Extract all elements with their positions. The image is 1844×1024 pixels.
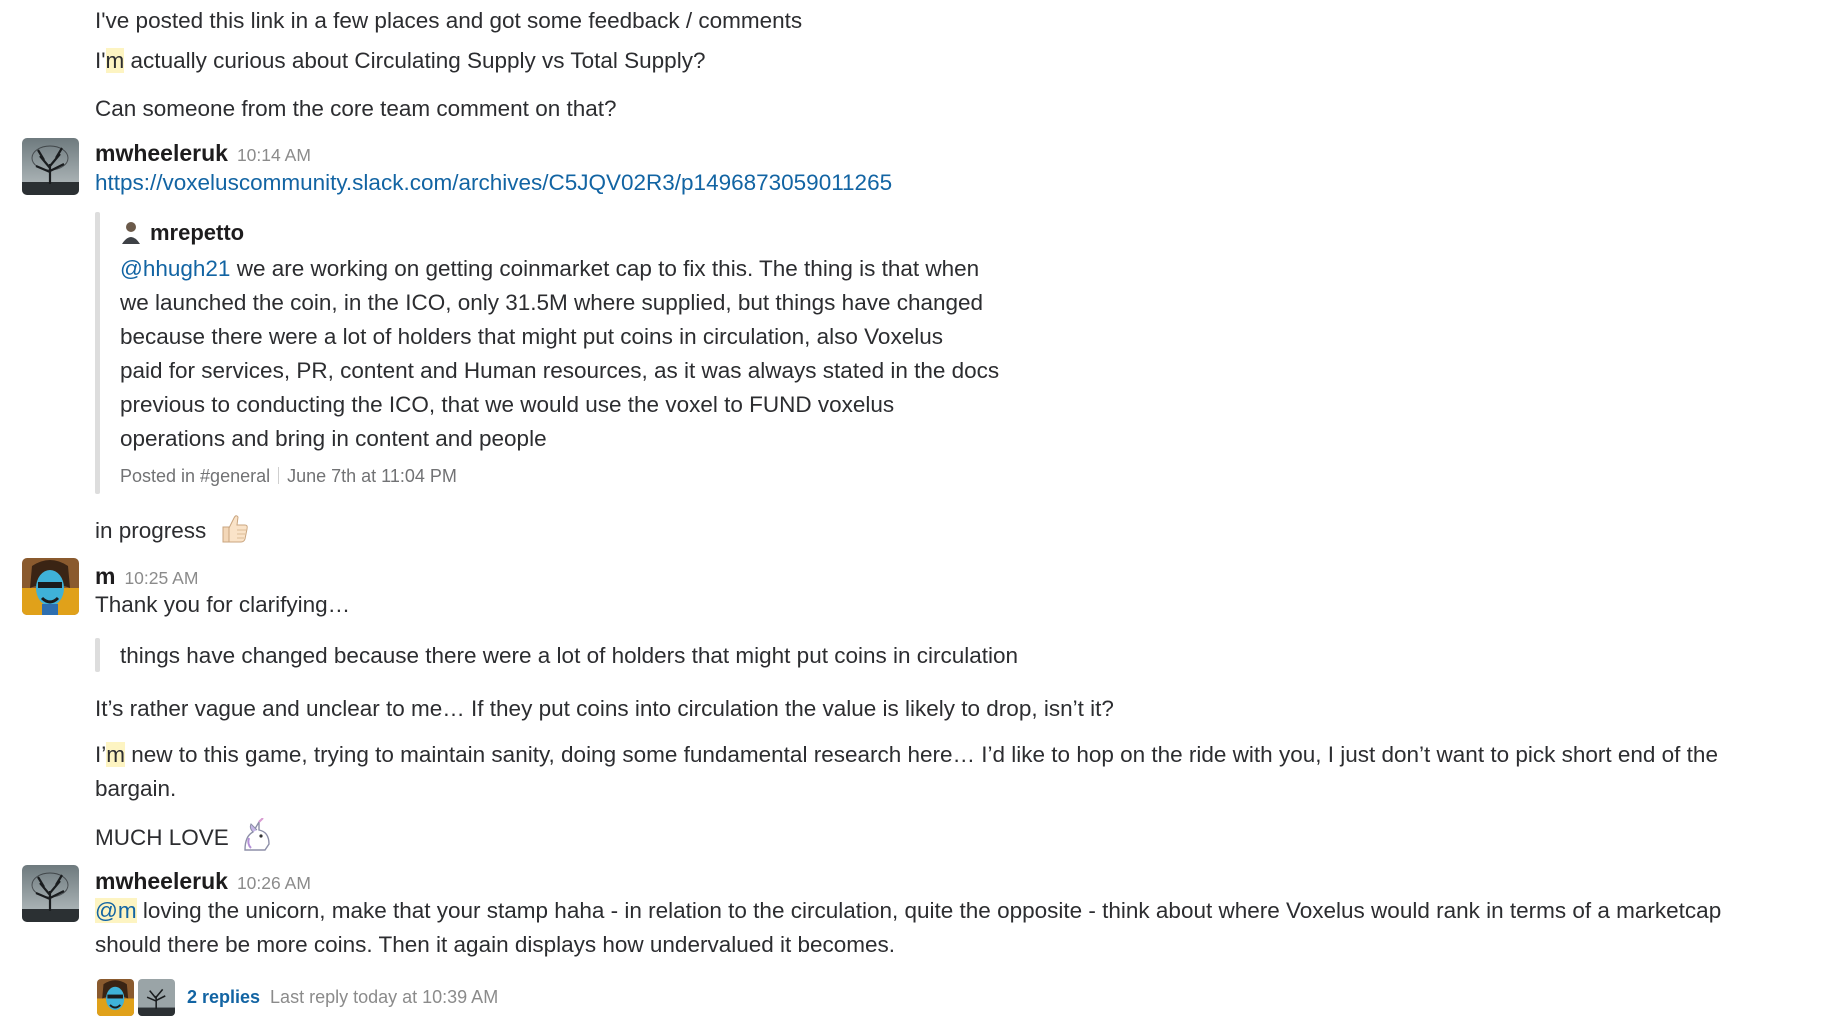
user-mention[interactable]: @m: [95, 898, 137, 923]
quote-bar: [95, 212, 100, 494]
permalink[interactable]: https://voxeluscommunity.slack.com/archives/C5JQV02R3/p1496873059011265: [95, 170, 893, 195]
person-avatar-icon: [120, 220, 142, 244]
thread-summary[interactable]: [97, 977, 498, 1017]
blue-face-avatar-icon: [97, 979, 134, 1016]
tree-avatar-icon: [22, 865, 79, 922]
message-text: I’m new to this game, trying to maintain sanity, doing some fundamental research here… I’d like to hop on the ride with you, I just don’t want to pick short end of the: [95, 742, 1718, 767]
message-text: in progress: [95, 512, 251, 548]
avatar-mwheeleruk[interactable]: [22, 138, 79, 195]
message-text: MUCH LOVE: [95, 818, 275, 855]
posted-in-channel[interactable]: Posted in #general: [120, 466, 271, 486]
thumbs-up-icon: [217, 512, 251, 546]
author-name[interactable]: mwheeleruk: [95, 140, 228, 166]
message-text: I've posted this link in a few places and got some feedback / comments: [95, 8, 803, 33]
quote-header: [120, 218, 244, 249]
message-text: I'm actually curious about Circulating Supply vs Total Supply?: [95, 48, 706, 73]
message-text: bargain.: [95, 776, 177, 801]
message-text: should there be more coins. Then it again displays how undervalued it becomes.: [95, 932, 896, 957]
quote-body: things have changed because there were a lot of holders that might put coins in circulation: [120, 643, 1019, 668]
message-text: [95, 166, 892, 200]
message-text: It’s rather vague and unclear to me… If they put coins into circulation the value is likely to drop, isn’t it?: [95, 696, 1114, 721]
timestamp[interactable]: 10:26 AM: [236, 873, 311, 893]
timestamp[interactable]: 10:14 AM: [236, 145, 311, 165]
author-name[interactable]: m: [95, 563, 116, 589]
author-name[interactable]: mwheeleruk: [95, 868, 228, 894]
avatar-m[interactable]: [22, 558, 79, 615]
reply-avatar-m: [97, 979, 134, 1016]
unicorn-icon: [239, 818, 275, 854]
timestamp[interactable]: 10:25 AM: [124, 568, 199, 588]
tree-avatar-icon: [138, 979, 175, 1016]
quote-bar: [95, 638, 100, 672]
user-mention[interactable]: @hhugh21: [120, 256, 231, 281]
quote-meta: [120, 463, 457, 489]
blue-face-avatar-icon: [22, 558, 79, 615]
divider: [278, 467, 279, 484]
avatar-mwheeleruk[interactable]: [22, 865, 79, 922]
message-text: Thank you for clarifying…: [95, 592, 351, 617]
message-text: Can someone from the core team comment on that?: [95, 96, 617, 121]
tree-avatar-icon: [22, 138, 79, 195]
posted-at[interactable]: June 7th at 11:04 PM: [287, 466, 457, 486]
message-text: @m loving the unicorn, make that your stamp haha - in relation to the circulation, quite the opposite - think about where Voxelus would rank in terms of a marketcap: [95, 898, 1722, 923]
quote-body: @hhugh21 we are working on getting coinmarket cap to fix this. The thing is that when we launched the coin, in the ICO, only 31.5M where supplied, but things have changed because there were a lot of holders that might put coins in circulation, also Voxelus paid for services, PR, content and Human resources, as it was always stated in the docs previous to conducting the ICO, that we would use the voxel to FUND voxelus operations and bring in content and people: [120, 256, 1000, 451]
reply-avatar-mwheeleruk: [138, 979, 175, 1016]
quote-author[interactable]: mrepetto: [150, 220, 245, 245]
last-reply-time: Last reply today at 10:39 AM: [270, 987, 499, 1007]
quote-avatar[interactable]: [120, 220, 142, 244]
replies-link[interactable]: 2 replies: [187, 987, 261, 1007]
